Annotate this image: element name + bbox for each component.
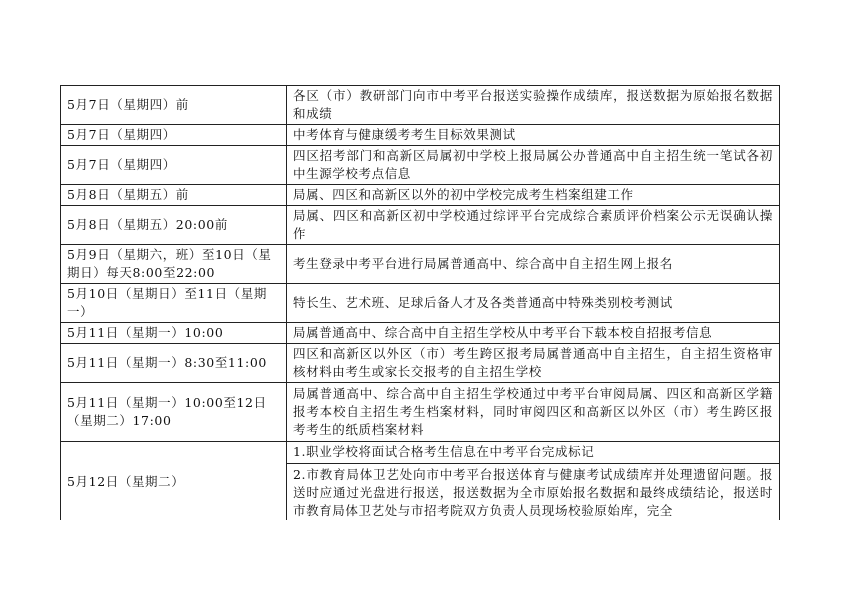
table-row — [61, 146, 780, 185]
date-cell: 5月12日（星期二） — [61, 442, 287, 521]
content-cell: 局属、四区和高新区初中学校通过综评平台完成综合素质评价档案公示无误确认操作 — [287, 206, 780, 245]
content-cell: 局属、四区和高新区以外的初中学校完成考生档案组建工作 — [287, 185, 780, 206]
table-row — [61, 323, 780, 344]
list-item: 2.市教育局体卫艺处向市中考平台报送体育与健康考试成绩库并处理遗留问题。报送时应通过光盘进行报送，报送数据为全市原始报名数据和最终成绩结论，报送时市教育局体卫艺处与市招考院双方负责人员现场校验原始库，完全 — [293, 467, 773, 518]
table-row — [61, 442, 780, 521]
date-cell: 5月11日（星期一）10:00至12日（星期二）17:00 — [61, 383, 287, 442]
divider — [287, 463, 779, 464]
table-row — [61, 344, 780, 383]
content-cell: 中考体育与健康缓考考生目标效果测试 — [287, 125, 780, 146]
table-row — [61, 206, 780, 245]
date-cell: 5月7日（星期四）前 — [61, 86, 287, 125]
date-cell: 5月9日（星期六，班）至10日（星期日）每天8:00至22:00 — [61, 245, 287, 284]
table-row — [61, 383, 780, 442]
table-row — [61, 245, 780, 284]
date-cell: 5月11日（星期一）8:30至11:00 — [61, 344, 287, 383]
content-cell: 四区招考部门和高新区局属初中学校上报局属公办普通高中自主招生统一笔试各初中生源学校考点信息 — [287, 146, 780, 185]
date-cell: 5月10日（星期日）至11日（星期一） — [61, 284, 287, 323]
content-cell: 局属普通高中、综合高中自主招生学校从中考平台下载本校自招报考信息 — [287, 323, 780, 344]
date-cell: 5月8日（星期五）前 — [61, 185, 287, 206]
content-cell: 各区（市）教研部门向市中考平台报送实验操作成绩库，报送数据为原始报名数据和成绩 — [287, 86, 780, 125]
content-cell: 四区和高新区以外区（市）考生跨区报考局属普通高中自主招生，自主招生资格审核材料由考生或家长交报考的自主招生学校 — [287, 344, 780, 383]
content-cell: 考生登录中考平台进行局属普通高中、综合高中自主招生网上报名 — [287, 245, 780, 284]
table-row — [61, 284, 780, 323]
content-cell: 局属普通高中、综合高中自主招生学校通过中考平台审阅局属、四区和高新区学籍报考本校自主招生考生档案材料，同时审阅四区和高新区以外区（市）考生跨区报考考生的纸质档案材料 — [287, 383, 780, 442]
content-cell: 特长生、艺术班、足球后备人才及各类普通高中特殊类别校考测试 — [287, 284, 780, 323]
date-cell: 5月8日（星期五）20:00前 — [61, 206, 287, 245]
list-item: 1.职业学校将面试合格考生信息在中考平台完成标记 — [293, 444, 595, 459]
schedule-table — [60, 85, 780, 520]
table-row — [61, 125, 780, 146]
date-cell: 5月11日（星期一）10:00 — [61, 323, 287, 344]
date-cell: 5月7日（星期四） — [61, 146, 287, 185]
date-cell: 5月7日（星期四） — [61, 125, 287, 146]
table-row — [61, 86, 780, 125]
content-cell — [287, 442, 780, 521]
table-row — [61, 185, 780, 206]
